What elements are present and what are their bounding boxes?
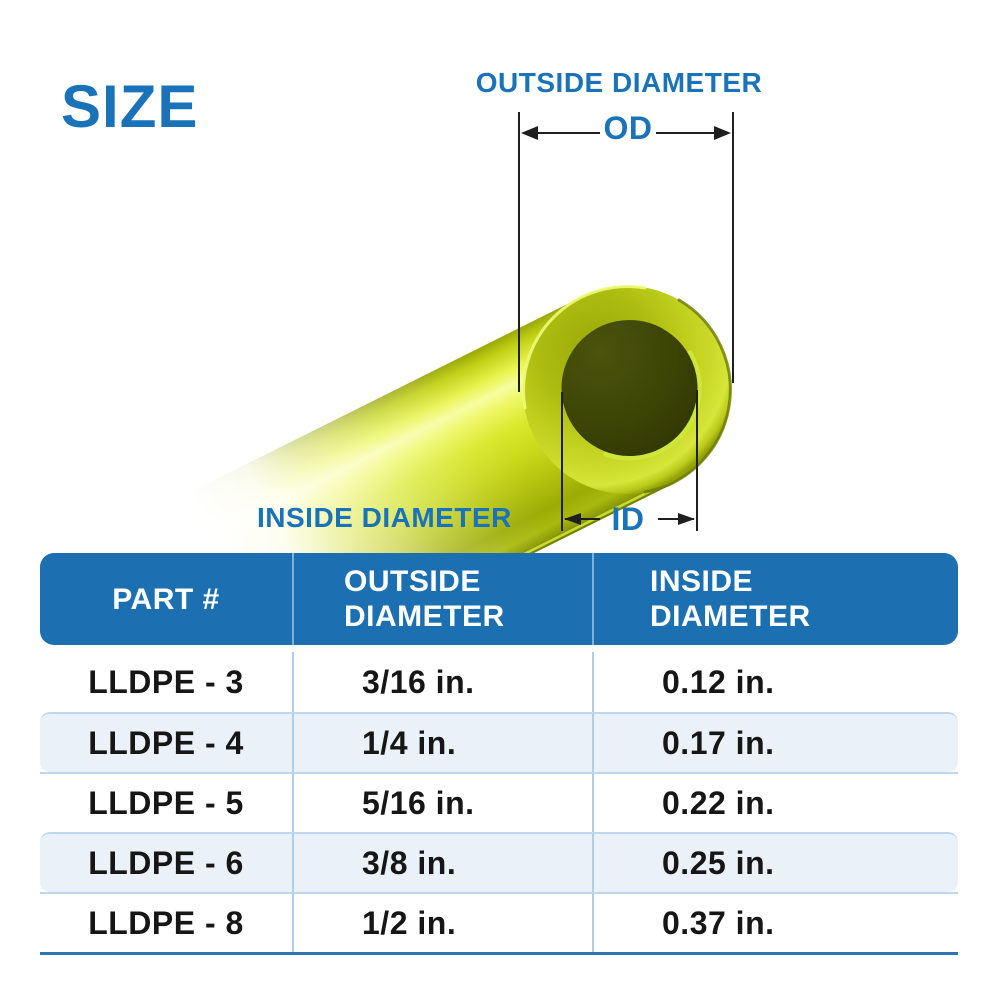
inside-diameter-cell: 0.37 in.: [592, 894, 958, 952]
part-number-cell: LLDPE - 8: [88, 904, 244, 941]
outside-diameter-label: OUTSIDE DIAMETER: [475, 67, 763, 98]
part-header-label: PART #: [112, 582, 220, 616]
page-title: SIZE: [61, 73, 199, 140]
od-arrow-left-icon: [521, 126, 538, 140]
tube-end-face: [523, 286, 731, 494]
id-header-line1: INSIDE: [650, 565, 754, 598]
table-row: [40, 892, 958, 952]
inside-diameter-cell: 0.17 in.: [592, 714, 958, 772]
id-label: ID: [611, 501, 645, 537]
inside-diameter-cell: 0.25 in.: [592, 834, 958, 892]
tube-bore: [562, 320, 698, 456]
part-number-cell: LLDPE - 6: [88, 844, 244, 881]
table-row: [40, 772, 958, 832]
part-number-cell: LLDPE - 4: [88, 724, 244, 761]
od-header-line1: OUTSIDE: [344, 565, 481, 598]
size-table: [40, 553, 958, 955]
inside-diameter-cell: 0.12 in.: [592, 652, 958, 712]
part-number-cell: LLDPE - 3: [88, 663, 244, 700]
id-arrow-right-icon: [678, 513, 695, 525]
od-label: OD: [603, 110, 653, 146]
od-header-line2: DIAMETER: [344, 600, 505, 633]
inside-diameter-cell: 0.22 in.: [592, 774, 958, 832]
od-arrow-right-icon: [714, 126, 731, 140]
outside-diameter-cell: 1/2 in.: [292, 894, 592, 952]
id-header-line2: DIAMETER: [650, 600, 811, 633]
column-header-inside-diameter: [592, 553, 958, 645]
table-body: [40, 652, 958, 955]
table-row: [40, 832, 958, 892]
table-row: [40, 652, 958, 712]
table-row: [40, 712, 958, 772]
outside-diameter-cell: 3/16 in.: [292, 652, 592, 712]
inside-diameter-label: INSIDE DIAMETER: [257, 502, 512, 533]
column-header-part: [40, 553, 292, 645]
outside-diameter-cell: 5/16 in.: [292, 774, 592, 832]
outside-diameter-cell: 3/8 in.: [292, 834, 592, 892]
outside-diameter-cell: 1/4 in.: [292, 714, 592, 772]
table-header: [40, 553, 958, 645]
column-header-outside-diameter: [292, 553, 592, 645]
part-number-cell: LLDPE - 5: [88, 784, 244, 821]
